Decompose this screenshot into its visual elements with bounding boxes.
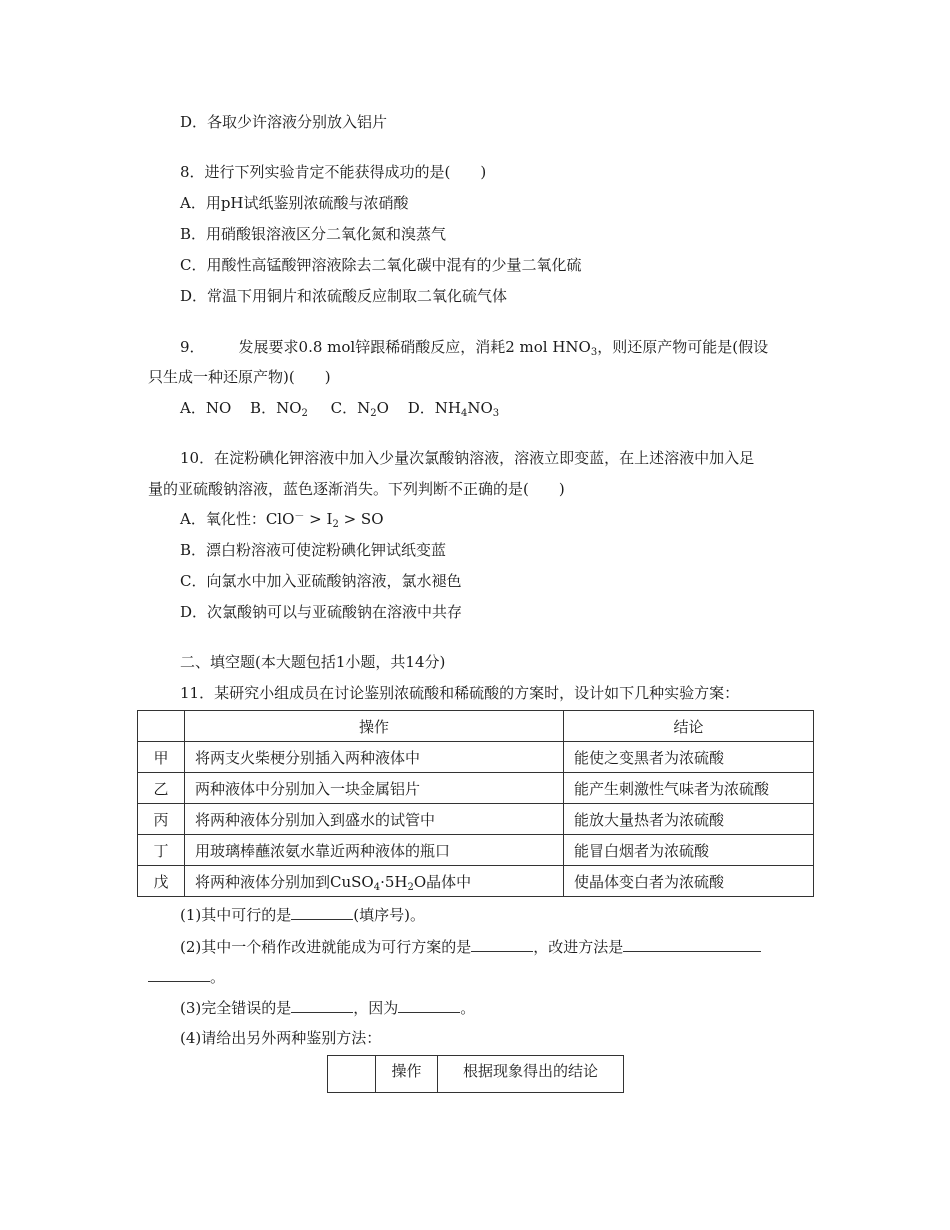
q10-option-a: A．氧化性：$ClO^- > I_2$ > SO	[180, 510, 384, 530]
q10-stem-line1: 10．在淀粉碘化钾溶液中加入少量次氯酸钠溶液，溶液立即变蓝，在上述溶液中加入足	[180, 449, 755, 467]
q11-stem: 11．某研究小组成员在讨论鉴别浓硫酸和稀硫酸的方案时，设计如下几种实验方案：	[180, 684, 740, 702]
q11-sub2-cont: 。	[148, 966, 225, 987]
table-header-operation: 操作	[376, 1056, 438, 1093]
table-row	[138, 773, 814, 804]
q10-option-d: D．次氯酸钠可以与亚硫酸钠在溶液中共存	[180, 603, 463, 621]
q9-option-a: A．NO	[180, 399, 232, 417]
q11-sub3: (3)完全错误的是 ，因为 。	[180, 999, 476, 1017]
q9-option-d: D．$NH_4NO_3$	[407, 399, 500, 419]
row-operation: 将两支火柴梗分别插入两种液体中	[185, 742, 564, 773]
q9-number: 9．	[180, 338, 205, 356]
table-header-conclusion: 根据现象得出的结论	[438, 1056, 624, 1093]
q8-option-d: D．常温下用铜片和浓硫酸反应制取二氧化硫气体	[180, 287, 508, 305]
q8-option-c: C．用酸性高锰酸钾溶液除去二氧化碳中混有的少量二氧化硫	[180, 256, 582, 274]
q9-options	[180, 398, 499, 418]
q9-stem-line1: 9． 发展要求0.8 mol锌跟稀硝酸反应，消耗2 mol $HNO_3$，则还原产物可能是(假设	[180, 338, 769, 358]
row-label: 乙	[138, 773, 185, 804]
answer-blank[interactable]	[148, 966, 210, 982]
q9-option-b: B．$NO_2$	[250, 399, 308, 419]
answer-blank[interactable]	[291, 904, 353, 920]
q11-sub2: (2)其中一个稍作改进就能成为可行方案的是 ，改进方法是	[180, 936, 761, 957]
q9-stem-line2: 只生成一种还原产物)( )	[148, 368, 331, 386]
row-operation: 两种液体中分别加入一块金属铝片	[185, 773, 564, 804]
table-header-row	[328, 1056, 624, 1093]
row-label: 甲	[138, 742, 185, 773]
row-operation: 将两种液体分别加入到盛水的试管中	[185, 804, 564, 835]
row-operation: 将两种液体分别加到$CuSO_4\cdot 5H_2O$晶体中	[185, 866, 564, 897]
answer-blank[interactable]	[398, 997, 460, 1013]
q9-option-c: C．$N_2O$	[330, 399, 389, 419]
q8-option-a: A．用pH试纸鉴别浓硫酸与浓硝酸	[180, 194, 409, 212]
q7-option-d: D．各取少许溶液分别放入铝片	[180, 113, 388, 131]
table-row	[138, 866, 814, 897]
q11-sub4: (4)请给出另外两种鉴别方法：	[180, 1029, 382, 1047]
row-label: 戊	[138, 866, 185, 897]
table-row	[138, 835, 814, 866]
section2-heading: 二、填空题(本大题包括1小题，共14分)	[180, 653, 446, 671]
table-header-label	[328, 1056, 376, 1093]
answer-blank[interactable]	[291, 997, 353, 1013]
q11-plan-table	[137, 710, 814, 897]
table-header-row	[138, 711, 814, 742]
table-header-conclusion: 结论	[564, 711, 814, 742]
row-conclusion: 能使之变黑者为浓硫酸	[564, 742, 814, 773]
row-operation: 用玻璃棒蘸浓氨水靠近两种液体的瓶口	[185, 835, 564, 866]
q8-stem: 8．进行下列实验肯定不能获得成功的是( )	[180, 163, 487, 181]
q11-sub1: (1)其中可行的是 (填序号)。	[180, 906, 425, 924]
answer-blank[interactable]	[623, 936, 761, 952]
q8-option-b: B．用硝酸银溶液区分二氧化氮和溴蒸气	[180, 225, 447, 243]
row-conclusion: 能产生刺激性气味者为浓硫酸	[564, 773, 814, 804]
answer-blank[interactable]	[471, 936, 533, 952]
table-row	[138, 804, 814, 835]
q10-stem-line2: 量的亚硫酸钠溶液，蓝色逐渐消失。下列判断不正确的是( )	[148, 480, 565, 498]
q10-option-c: C．向氯水中加入亚硫酸钠溶液，氯水褪色	[180, 572, 462, 590]
table-header-label	[138, 711, 185, 742]
row-conclusion: 能放大量热者为浓硫酸	[564, 804, 814, 835]
q10-option-b: B．漂白粉溶液可使淀粉碘化钾试纸变蓝	[180, 541, 447, 559]
row-conclusion: 能冒白烟者为浓硫酸	[564, 835, 814, 866]
row-label: 丙	[138, 804, 185, 835]
row-label: 丁	[138, 835, 185, 866]
table-row	[138, 742, 814, 773]
row-conclusion: 使晶体变白者为浓硫酸	[564, 866, 814, 897]
q11-method-table	[327, 1055, 624, 1093]
table-header-operation: 操作	[185, 711, 564, 742]
